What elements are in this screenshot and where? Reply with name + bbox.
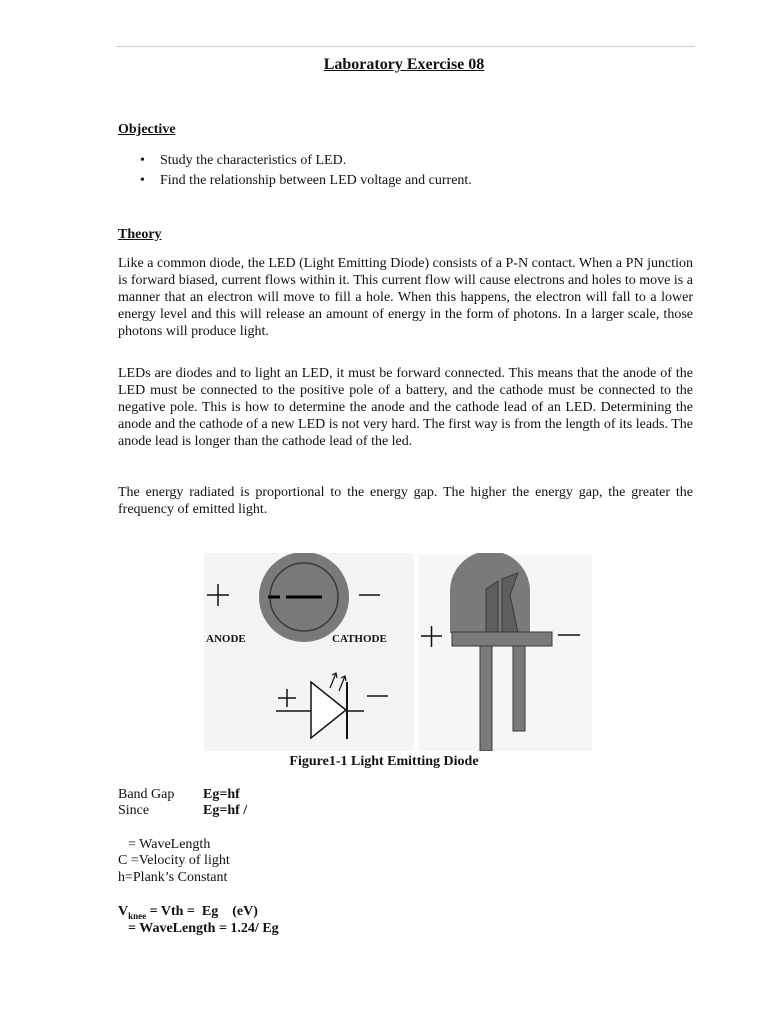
- anode-label: ANODE: [206, 633, 246, 645]
- figure-caption: Figure1-1 Light Emitting Diode: [289, 754, 479, 769]
- objective-heading: Objective: [118, 122, 176, 137]
- theory-paragraph-1: Like a common diode, the LED (Light Emitting Diode) consists of a P-N contact. When a PN junction is forward biased, current flows within it. This current flow will cause electrons and holes to move is a manner that an electron will move to fill a hole. When this happens, the electron will fall to a lower energy level and this will release an amount of energy in the form of photons. In a larger scale, those photons will produce light.: [118, 256, 693, 339]
- cathode-lead: [513, 646, 525, 731]
- led-inner-anvil: [486, 581, 498, 633]
- page-title: Laboratory Exercise 08: [323, 56, 485, 73]
- vknee-main: V: [118, 904, 129, 919]
- anode-lead: [480, 646, 492, 751]
- since-label: Since: [118, 803, 150, 818]
- wavelength-equation: = WaveLength = 1.24/ Eg: [128, 921, 279, 936]
- plank-def: h=Plank’s Constant: [118, 870, 228, 885]
- since-equation: Eg=hf /: [203, 803, 248, 818]
- wavelength-def: = WaveLength: [128, 837, 211, 852]
- list-item: • Find the relationship between LED voltage and current.: [140, 172, 472, 192]
- theory-paragraph-2: LEDs are diodes and to light an LED, it must be forward connected. This means that the anode of the LED must be connected to the positive pole of a battery, and the cathode must be connected to the negative pole. This is how to determine the anode and the cathode lead of an LED. Determining the anode and the cathode of a new LED is not very hard. The first way is from the length of its leads. The anode lead is longer than the cathode lead of the led.: [118, 366, 693, 449]
- top-rule: [116, 46, 695, 47]
- band-gap-equation: Eg=hf: [203, 787, 240, 802]
- cathode-label: CATHODE: [332, 633, 387, 645]
- theory-paragraph-3: The energy radiated is proportional to the energy gap. The higher the energy gap, the greater the frequency of emitted light.: [118, 485, 693, 517]
- led-flange: [452, 632, 552, 646]
- vknee-rest: = Vth = Eg (eV): [146, 904, 258, 919]
- vknee-subscript: knee: [128, 910, 147, 921]
- led-figure: [204, 553, 592, 751]
- band-gap-label: Band Gap: [118, 787, 175, 802]
- theory-heading: Theory: [118, 227, 162, 242]
- list-item: • Study the characteristics of LED.: [140, 152, 472, 172]
- objective-list: [140, 152, 472, 192]
- velocity-def: C =Velocity of light: [118, 853, 230, 868]
